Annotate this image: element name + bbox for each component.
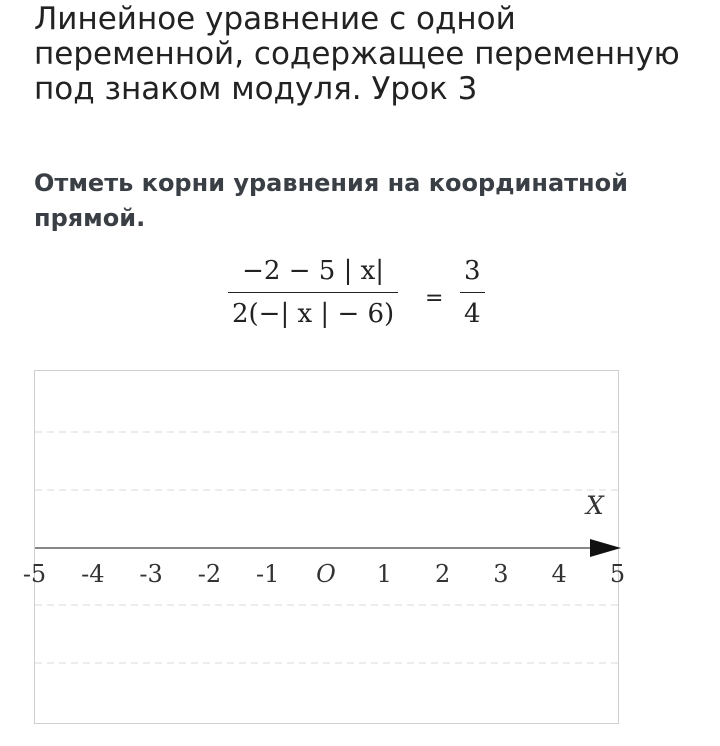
tick-label: 1 (376, 560, 392, 588)
tick-label: 5 (609, 560, 626, 588)
rhs-denominator: 4 (464, 299, 481, 329)
rhs-fraction (460, 256, 485, 329)
equation (228, 256, 528, 356)
tick-label: -3 (139, 560, 163, 588)
tick-label: 2 (434, 560, 451, 588)
number-line-board[interactable] (22, 370, 626, 724)
task-instruction: Отметь корни уравнения на координатной прямой. (34, 169, 628, 232)
lesson-title: Линейное уравнение с одной переменной, содержащее переменную под знаком модуля. Урок 3 (34, 1, 680, 107)
lhs-denominator: 2(−| x | − 6) (232, 299, 395, 329)
origin-label: O (316, 560, 336, 588)
lhs-fraction (228, 256, 398, 329)
x-axis-label: X (586, 491, 604, 520)
equals-sign: = (425, 286, 444, 311)
tick-label: 4 (551, 560, 567, 588)
tick-labels (23, 560, 625, 588)
tick-label: -4 (81, 560, 105, 588)
tick-label: 3 (493, 560, 509, 588)
lhs-numerator: −2 − 5 | x| (242, 256, 385, 286)
tick-label: -1 (256, 560, 280, 588)
tick-label: -2 (197, 560, 222, 588)
tick-label: -5 (22, 560, 47, 588)
number-line-canvas[interactable] (22, 371, 626, 725)
x-axis-arrow (590, 539, 621, 557)
rhs-numerator: 3 (464, 256, 481, 286)
